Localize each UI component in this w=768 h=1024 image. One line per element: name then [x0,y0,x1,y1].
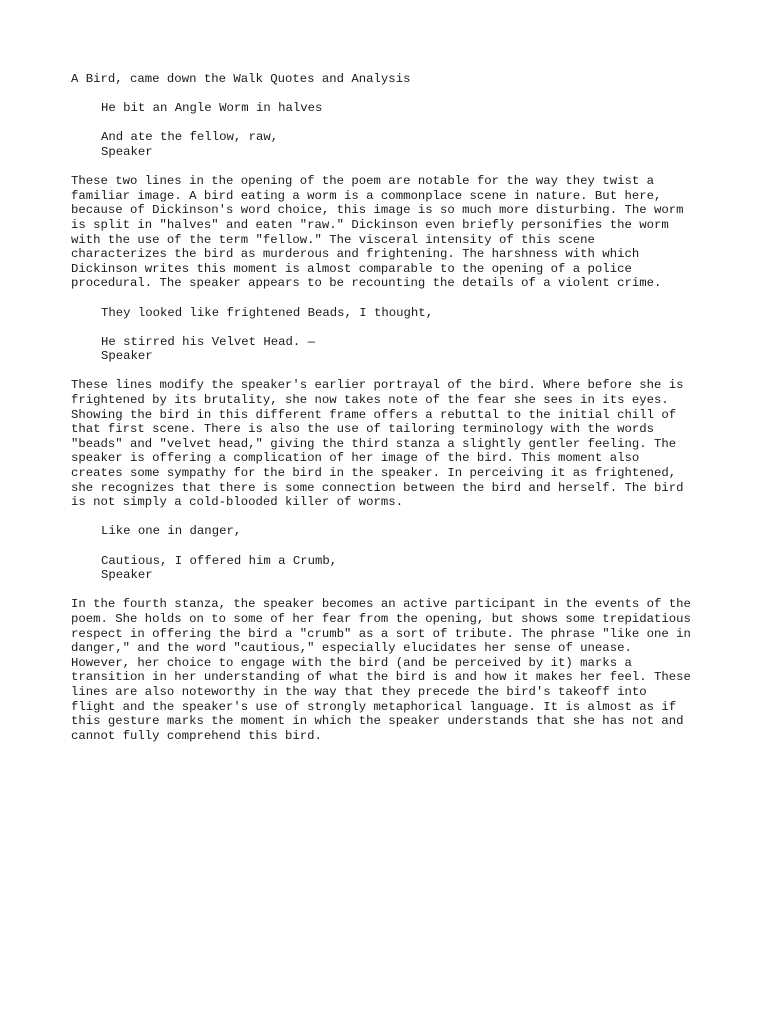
speaker-label: Speaker [101,144,153,159]
analysis-paragraph: These lines modify the speaker's earlier portrayal of the bird. Where before she is frightened by its brutality, she now takes note of the fear she sees in its eyes. Showing the bird in this different frame offers a rebuttal to the initial chill of that first scene. There is also the use of tailoring terminology with the words "beads" and "velvet head," giving the third stanza a slightly gentler feeling. The speaker is offering a complication of her image of the bird. This moment also creates some sympathy for the bird in the speaker. In perceiving it as frightened, she recognizes that there is some connection between the bird and herself. The bird is not simply a cold-blooded killer of worms. [71,378,684,510]
document-title: A Bird, came down the Walk Quotes and Analysis [71,72,411,86]
quote-line: He stirred his Velvet Head. — [101,334,316,349]
section-1 [71,101,711,291]
quote-line: Like one in danger, [101,524,242,539]
speaker-label: Speaker [101,568,153,583]
quote-line: They looked like frightened Beads, I thought, [101,305,434,320]
quote-line: And ate the fellow, raw, [101,130,279,145]
section-3 [71,524,711,743]
analysis-paragraph: These two lines in the opening of the poem are notable for the way they twist a familiar image. A bird eating a worm is a commonplace scene in nature. But here, because of Dickinson's word choice, this image is so much more disturbing. The worm is split in "halves" and eaten "raw." Dickinson even briefly personifies the worm with the use of the term "fellow." The visceral intensity of this scene characterizes the bird as murderous and frightening. The harshness with which Dickinson writes this moment is almost comparable to the opening of a police procedural. The speaker appears to be recounting the details of a violent crime. [71,174,684,291]
section-2 [71,306,711,510]
quote-line: Cautious, I offered him a Crumb, [101,553,338,568]
quote-line: He bit an Angle Worm in halves [101,101,323,116]
speaker-label: Speaker [101,349,153,364]
document-page [71,72,711,758]
analysis-paragraph: In the fourth stanza, the speaker becomes an active participant in the events of the poem. She holds on to some of her fear from the opening, but shows some trepidatious respect in offering the bird a "crumb" as a sort of tribute. The phrase "like one in danger," and the word "cautious," especially elucidates her sense of unease. However, her choice to engage with the bird (and be perceived by it) marks a transition in her understanding of what the bird is and how it makes her feel. These lines are also noteworthy in the way that they precede the bird's takeoff into flight and the speaker's use of strongly metaphorical language. It is almost as if this gesture marks the moment in which the speaker understands that she has not and cannot fully comprehend this bird. [71,597,691,743]
